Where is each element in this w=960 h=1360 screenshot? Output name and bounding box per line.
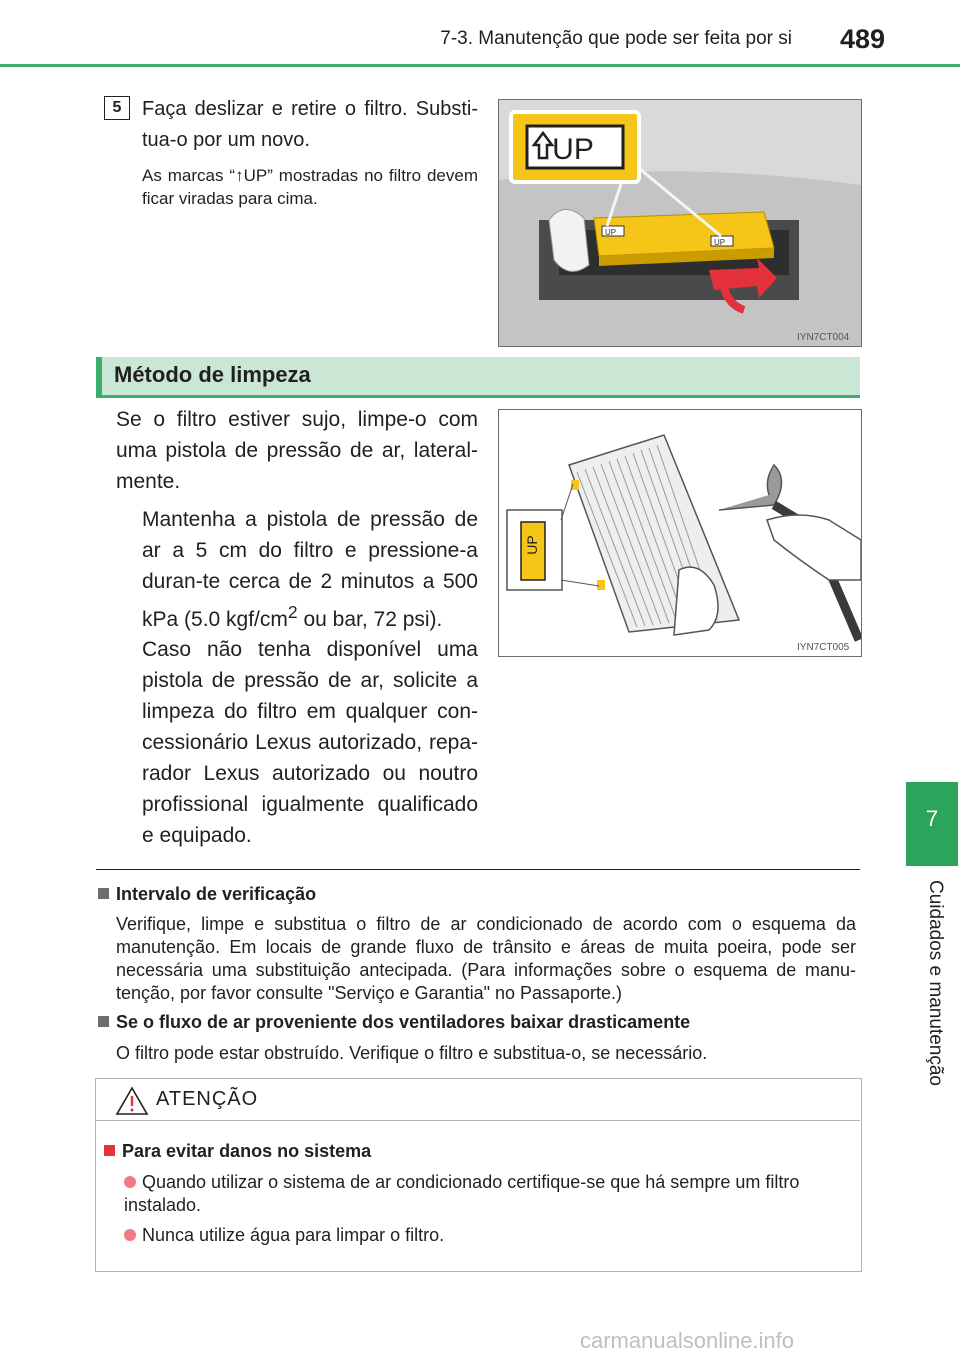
filter-removal-illustration — [499, 100, 861, 346]
attention-bullet: Nunca utilize água para limpar o filtro. — [124, 1224, 854, 1247]
step-text: Faça deslizar e retire o filtro. Substi-tua-o por um novo. — [142, 98, 478, 151]
warning-icon — [115, 1086, 149, 1116]
square-bullet-icon — [104, 1145, 115, 1156]
header-section-title: 7-3. Manutenção que pode ser feita por si — [440, 28, 792, 49]
airflow-heading: Se o fluxo de ar proveniente dos ventiladores baixar drasticamente — [98, 1012, 690, 1033]
airflow-text: O filtro pode estar obstruído. Verifique o filtro e substitua-o, se necessário. — [116, 1043, 708, 1063]
watermark: carmanualsonline.info — [580, 1328, 795, 1353]
figure-code: IYN7CT005 — [797, 642, 850, 653]
page-number: 489 — [840, 24, 886, 54]
cleaning-intro: Se o filtro estiver sujo, limpe-o com uma pistola de pressão de ar, lateral-mente. — [116, 408, 478, 493]
attention-bullet: Quando utilizar o sistema de ar condicionado certifique-se que há sempre um filtro instalado. — [124, 1172, 800, 1215]
divider-rule — [96, 869, 860, 870]
attention-subtitle: Para evitar danos no sistema — [104, 1141, 371, 1162]
up-label-callout-vertical: UP — [524, 535, 540, 555]
cleaning-detail: Mantenha a pistola de pressão de ar a 5 cm do filtro e pressione-a duran-te cerca de 2 minutos a 500 kPa (5.0 kgf/$cm^2$ ou bar, 72 psi). — [142, 508, 478, 631]
square-bullet-icon — [98, 888, 109, 899]
step-number: 5 — [104, 96, 130, 120]
round-bullet-icon — [124, 1176, 136, 1188]
filter-cleaning-figure — [498, 409, 862, 657]
filter-cleaning-illustration — [499, 410, 861, 656]
up-label-callout: UP — [552, 133, 594, 166]
round-bullet-icon — [124, 1229, 136, 1241]
header-rule — [0, 64, 960, 67]
square-bullet-icon — [98, 1016, 109, 1027]
chapter-title: Cuidados e manutenção — [925, 880, 946, 1086]
step-note: As marcas “↑UP” mostradas no filtro devem ficar viradas para cima. — [142, 166, 478, 208]
small-up-label-right: UP — [714, 238, 726, 247]
section-title: Método de limpeza — [114, 362, 311, 387]
chapter-tab: 7 — [906, 782, 958, 866]
filter-removal-figure — [498, 99, 862, 347]
cleaning-fallback: Caso não tenha disponível uma pistola de pressão de ar, solicite a limpeza do filtro em qualquer con-cessionário Lexus autorizado, repa-rador Lexus autorizado ou noutro profissional igualmente qualificado e equipado. — [142, 638, 478, 847]
small-up-label-left: UP — [605, 228, 617, 237]
figure-code: IYN7CT004 — [797, 332, 850, 343]
attention-title: ATENÇÃO — [156, 1088, 259, 1110]
interval-heading: Intervalo de verificação — [98, 884, 316, 905]
interval-text: Verifique, limpe e substitua o filtro de ar condicionado de acordo com o esquema da manutenção. Em locais de grande fluxo de trânsito e áreas de muita poeira, pode ser necessária uma substituição antecipada. (Para informações sobre o esquema de manu-tenção, por favor consulte "Serviço e Garantia" no Passaporte.) — [116, 914, 856, 1003]
